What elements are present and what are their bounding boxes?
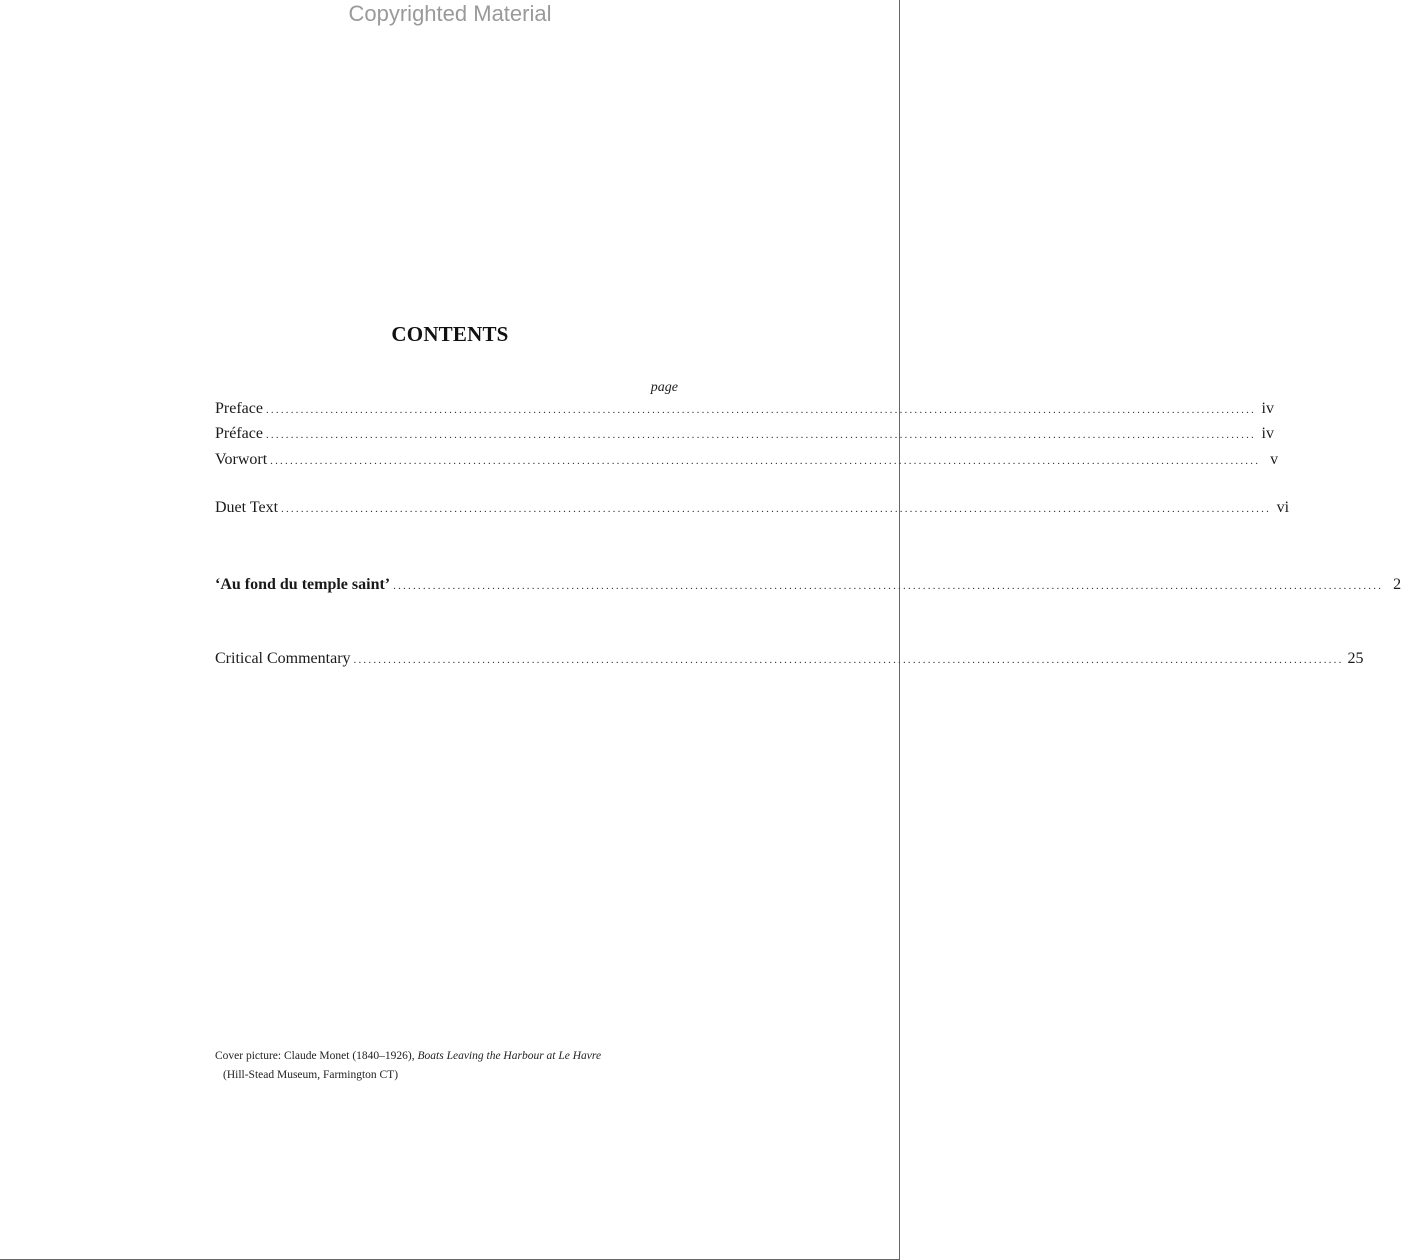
toc-entry-page: v: [1270, 451, 1279, 468]
leader-dots: ........................................................................................................................................................................................................: [270, 455, 1261, 467]
leader-dots: ........................................................................................................................................................................................................: [265, 429, 1256, 441]
page-column-label: page: [650, 380, 678, 395]
toc-entry-preface[interactable]: [215, 400, 1274, 418]
toc-entry-page: 2: [1393, 576, 1401, 593]
leader-dots: ........................................................................................................................................................................................................: [281, 503, 1272, 515]
toc-entry-page: vi: [1276, 499, 1290, 516]
leader-dots: ........................................................................................................................................................................................................: [353, 654, 1344, 666]
toc-entry-label: Critical Commentary: [215, 650, 351, 667]
toc-entry-page: 25: [1347, 650, 1364, 667]
watermark: Copyrighted Material: [348, 1, 552, 26]
caption-painting-title: Boats Leaving the Harbour at Le Havre: [417, 1050, 602, 1062]
caption-prefix: Cover picture: Claude Monet (1840–1926),: [215, 1050, 418, 1062]
cover-caption: [215, 1047, 685, 1085]
caption-line-2: (Hill-Stead Museum, Farmington CT): [223, 1069, 399, 1081]
toc-entry-label: Préface: [215, 425, 263, 442]
page-title: CONTENTS: [391, 322, 509, 346]
toc-entry-label: ‘Au fond du temple saint’: [215, 576, 391, 593]
toc-entry-preface-fr[interactable]: [215, 425, 1274, 443]
leader-dots: ........................................................................................................................................................................................................: [265, 404, 1256, 416]
toc-entry-label: Preface: [215, 400, 263, 417]
leader-dots: ........................................................................................................................................................................................................: [393, 580, 1384, 592]
toc-entry-label: Duet Text: [215, 499, 279, 516]
toc-entry-label: Vorwort: [215, 451, 268, 468]
toc-entry-page: iv: [1261, 425, 1274, 442]
toc-entry-critical-commentary[interactable]: [215, 650, 1364, 668]
toc-entry-au-fond[interactable]: [215, 576, 1401, 594]
toc-entry-page: iv: [1261, 400, 1274, 417]
toc-entry-vorwort[interactable]: [215, 451, 1279, 469]
toc-entry-duet-text[interactable]: [215, 499, 1290, 517]
